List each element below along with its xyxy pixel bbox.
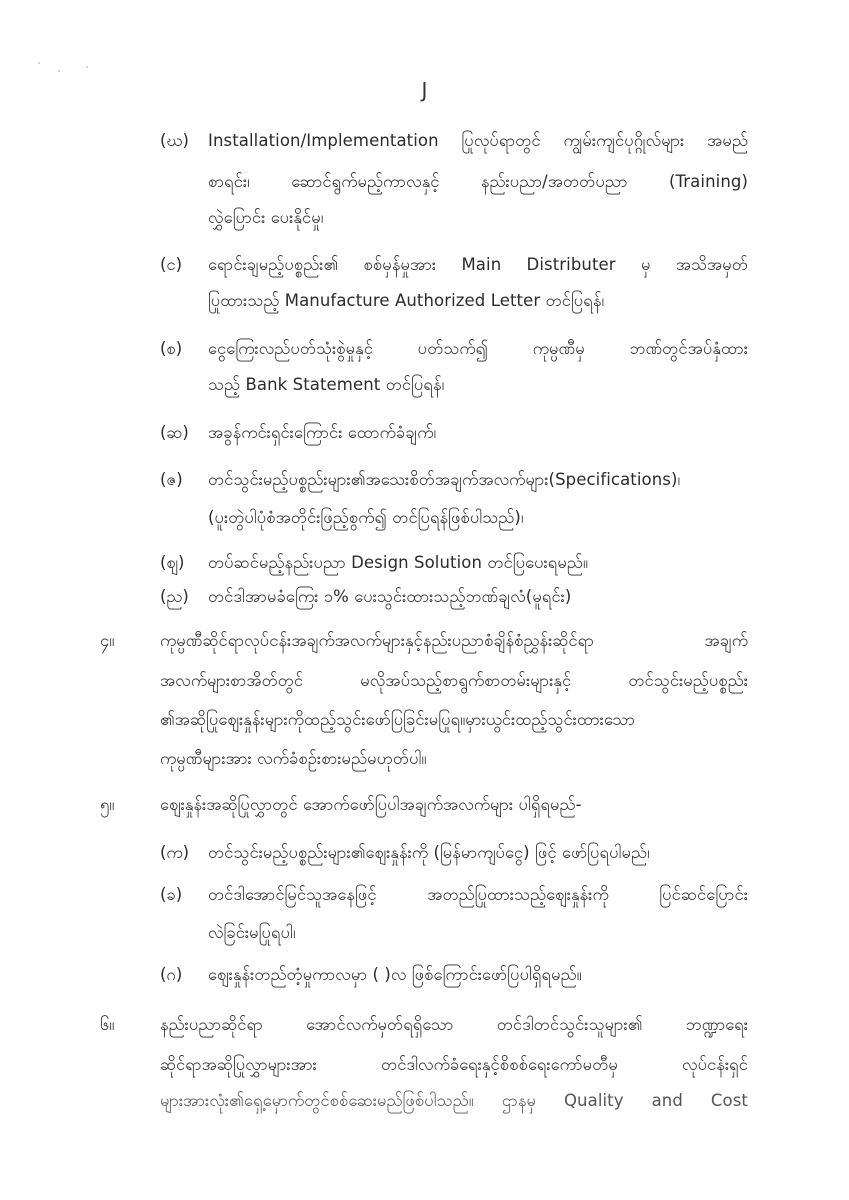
para4-line-2: အလက်များစာအိတ်တွင် မလိုအပ်သည့်စာရွက်စာတမ်းများနှင့် တင်သွင်းမည့်ပစ္စည်း — [160, 671, 748, 690]
item-hsa-line-1: အခွန်ကင်းရှင်းကြောင်း ထောက်ခံချက်၊ — [208, 423, 437, 442]
item-nga-line-2: ပြုထားသည့် Manufacture Authorized Letter တင်ပြရန်၊ — [208, 291, 605, 310]
para6-number: ၆။ — [100, 1015, 115, 1034]
item-label-gha: (ဃ) — [160, 131, 189, 150]
para6-line-3: များအားလုံး၏ရှေ့မှောက်တွင်စစ်ဆေးမည်ဖြစ်ပါသည်။ ဌာနမှ Quality and Cost — [160, 1091, 748, 1110]
para4-line-4: ကုမ္ပဏီများအား လက်ခံစဉ်းစားမည်မဟုတ်ပါ။ — [160, 749, 427, 768]
para5-label-ka: (က) — [160, 843, 190, 862]
para5-number: ၅။ — [100, 795, 115, 814]
para4-number: ၄။ — [100, 631, 115, 650]
item-zha-line-1: တပ်ဆင်မည့်နည်းပညာ Design Solution တင်ပြပေးရမည်။ — [208, 553, 589, 572]
item-label-zha: (ဈ) — [160, 553, 185, 572]
item-label-za: (ဇ) — [160, 470, 183, 489]
para4-line-1: ကုမ္ပဏီဆိုင်ရာလုပ်ငန်းအချက်အလက်များနှင့်နည်းပညာစံချိန်စံညွှန်းဆိုင်ရာ အချက် — [160, 631, 748, 650]
item-nga-line-1: ရောင်းချမည့်ပစ္စည်း၏ စစ်မှန်မှုအား Main Distributer မှ အသိအမှတ် — [208, 255, 748, 274]
para5-kha-line-1: တင်ဒါအောင်မြင်သူအနေဖြင့် အတည်ပြုထားသည့်ဈေးနှုန်းကို ပြင်ဆင်ပြောင်း — [208, 885, 748, 904]
item-label-nga: (င) — [160, 255, 183, 274]
para5-label-ga: (ဂ) — [160, 965, 183, 984]
para6-line-1: နည်းပညာဆိုင်ရာ အောင်လက်မှတ်ရရှိသော တင်ဒါတင်သွင်းသူများ၏ ဘဏ္ဍာရေး — [160, 1015, 748, 1034]
para6-line-2: ဆိုင်ရာအဆိုပြုလွှာများအား တင်ဒါလက်ခံရေးနှင့်စိစစ်ရေးကော်မတီမှ လုပ်ငန်းရှင် — [160, 1055, 748, 1074]
para4-line-3: ၏အဆိုပြုဈေးနှုန်းများကိုထည့်သွင်းဖော်ပြခြင်းမပြုရ။မှားယွင်းထည့်သွင်းထားသော — [160, 710, 636, 729]
item-gha-line-1: Installation/Implementation ပြုလုပ်ရာတွင် ကျွမ်းကျင်ပုဂ္ဂိုလ်များ အမည် — [208, 131, 748, 150]
para5-kha-line-2: လဲခြင်းမပြုရပါ၊ — [208, 923, 296, 942]
item-gha-line-2: စာရင်း၊ ဆောင်ရွက်မည့်ကာလနှင့် နည်းပညာ/အတတ်ပညာ (Training) — [208, 172, 748, 191]
para5-label-kha: (ခ) — [160, 885, 183, 904]
para5-ka-line-1: တင်သွင်းမည့်ပစ္စည်းများ၏ဈေးနှုန်းကို (မြန်မာကျပ်ငွေ) ဖြင့် ဖော်ပြရပါမည်၊ — [208, 843, 650, 862]
para5-ga-line-1: ဈေးနှုန်းတည်တံ့မှုကာလမှာ ( )လ ဖြစ်ကြောင်းဖော်ပြပါရှိရမည်။ — [208, 965, 582, 984]
item-label-hsa: (ဆ) — [160, 423, 189, 442]
item-za-line-2: (ပူးတွဲပါပုံစံအတိုင်းဖြည့်စွက်၍ တင်ပြရန်ဖြစ်ပါသည်)၊ — [208, 508, 524, 527]
item-label-nya: (ည) — [160, 587, 189, 606]
item-sa-line-1: ငွေကြေးလည်ပတ်သုံးစွဲမှုနှင့် ပတ်သက်၍ ကုမ္ပဏီမှ ဘဏ်တွင်အပ်နှံထား — [208, 339, 748, 358]
item-za-line-1: တင်သွင်းမည့်ပစ္စည်းများ၏အသေးစိတ်အချက်အလက်များ(Specifications)၊ — [208, 470, 681, 489]
item-sa-line-2: သည့် Bank Statement တင်ပြရန်၊ — [208, 375, 445, 394]
item-label-sa: (စ) — [160, 339, 183, 358]
item-nya-line-1: တင်ဒါအာမခံကြေး ၁% ပေးသွင်းထားသည့်ဘဏ်ချလံ(မူရင်း) — [208, 587, 572, 606]
page-number: J — [421, 78, 428, 102]
para5-intro: ဈေးနှုန်းအဆိုပြုလွှာတွင် အောက်ဖော်ပြပါအချက်အလက်များ ပါရှိရမည်- — [160, 795, 582, 814]
item-gha-line-3: လွှဲပြောင်း ပေးနိုင်မှု၊ — [208, 208, 324, 227]
